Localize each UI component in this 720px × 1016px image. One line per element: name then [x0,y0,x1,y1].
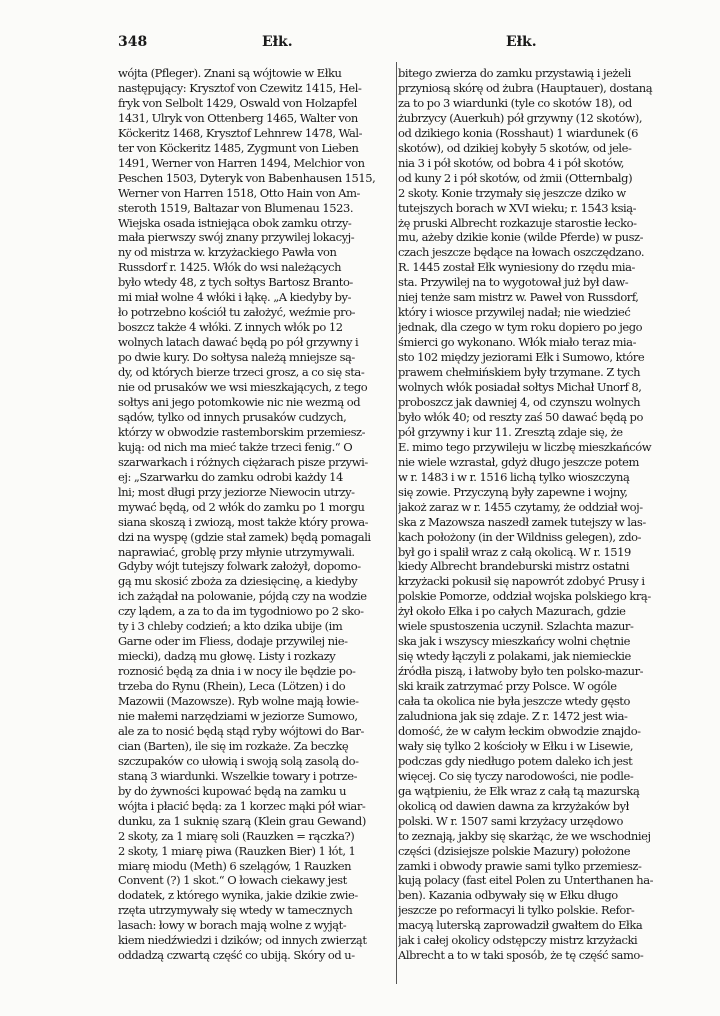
text-line: miecki), dadzą mu głowę. Listy i rozkazy [118,649,336,664]
text-line: siana skoszą i zwiozą, most także który prowa- [118,514,369,529]
text-line: ben). Kazania odbywały się w Ełku długo [398,888,618,903]
text-line: niej tenże sam mistrz w. Paweł von Russdorf, [398,290,639,305]
left-text-column [118,66,394,986]
text-line: nia 3 i pół skotów, od bobra 4 i pół skotów, [398,155,624,170]
text-line: którzy w obwodzie rastemborskim przemiesz- [118,424,366,439]
text-line: było włók 40; od reszty zaś 50 dawać będą po [398,409,643,424]
text-line: gą mu skosić zboża za dziesięcinę, a kiedyby [118,574,358,589]
running-head-right: Ełk. [506,34,537,50]
text-line: 2 skoty, 1 miarę piwa (Rauzken Bier) 1 łót, 1 [118,843,356,858]
text-line: ty i 3 chleby codzień; a kto dzika ubije (im [118,619,343,634]
text-line: jak i całej okolicy odstępczy mistrz krzyżacki [398,933,638,948]
text-line: staną 3 wiardunki. Wszelkie towary i potrze- [118,768,358,783]
text-line: jednak, dla czego w tym roku dopiero po jego [398,320,643,335]
text-line: podczas gdy niedługo potem daleko ich jest [398,753,633,768]
text-line: części (dzisiejsze polskie Mazury) położone [398,843,631,858]
text-line: ter von Köckeritz 1485, Zygmunt von Lieben [118,140,359,155]
text-line: wolnych włók posiadał sołtys Michał Unorf 8, [398,380,642,395]
text-line: od kuny 2 i pół skotów, od żmii (Otternbalg) [398,170,633,185]
text-line: sądów, tylko od innych prusaków cudzych, [118,409,347,424]
text-line: kach położony (in der Wildniss gelegen), zdo- [398,529,642,544]
text-line: Mazowii (Mazowsze). Ryb wolne mają łowie- [118,694,359,709]
text-line: czach jeszcze będące na łowach oszczędzano. [398,245,645,260]
text-line: mu, ażeby dzikie konie (wilde Pferde) w pusz- [398,230,644,245]
text-line: śmierci go wykonano. Włók miało teraz mia- [398,335,636,350]
text-line: ło potrzebno kościół tu założyć, weźmie pro- [118,305,356,320]
text-line: nie od prusaków we wsi mieszkających, z tego [118,380,368,395]
text-line: okolicą od dawien dawna za krzyżaków był [398,798,629,813]
text-line: dunku, za 1 suknię szarą (Klein grau Gewand) [118,813,366,828]
text-line: krzyżacki pokusił się napowrót zdobyć Prusy i [398,574,645,589]
text-line: szarwarkach i różnych ciężarach pisze przywi- [118,454,368,469]
text-line: zaludniona jak się zdaje. Z r. 1472 jest wia- [398,708,628,723]
column-divider [396,62,397,984]
text-line: 2 skoty. Konie trzymały się jeszcze dziko w [398,185,626,200]
text-line: ich zażądał na polowanie, pójdą czy na wodzie [118,589,367,604]
text-line: dodatek, z którego wynika, jakie dzikie zwie- [118,888,358,903]
text-line: polskie Pomorze, oddział wojska polskiego krą- [398,589,651,604]
text-line: szczupaków co ułowią i swoją solą zasolą do- [118,753,359,768]
text-line: kują: od nich ma mieć także trzeci fenig.“ O [118,439,353,454]
text-line: dy, od których bierze trzeci grosz, a co się sta- [118,365,365,380]
text-line: mi miał wolne 4 włóki i łąkę. „A kiedyby by- [118,290,352,305]
text-line: był go i spalił wraz z całą okolicą. W r. 1519 [398,544,631,559]
text-line: sołtys ani jego potomkowie nic nie wezmą od [118,394,361,409]
text-line: E. mimo tego przywileju w liczbę mieszkańców [398,439,652,454]
text-line: wójta i płacić będą: za 1 korzec mąki pół wiar- [118,798,366,813]
text-line: miarę miodu (Meth) 6 szelągów, 1 Rauzken [118,858,352,873]
text-line: cała ta okolica nie była jeszcze wtedy gęsto [398,694,630,709]
text-line: bitego zwierza do zamku przystawią i jeżeli [398,66,631,80]
text-line: boszcz także 4 włóki. Z innych włók po 12 [118,320,343,335]
text-line: wolnych latach dawać będą po pół grzywny i [118,335,359,350]
text-line: sto 102 między jeziorami Ełk i Sumowo, które [398,350,645,365]
text-line: prawem chełmińskiem były trzymane. Z tych [398,365,641,380]
text-line: to zeznają, jakby się skarżąc, że we wschodniej [398,828,651,843]
text-line: ej: „Szarwarku do zamku odrobi każdy 14 [118,469,343,484]
page-header [118,34,688,56]
text-line: Wiejska osada istniejąca obok zamku otrzy- [118,215,352,230]
text-line: nie wiele wzrastał, gdyż długo jeszcze potem [398,454,639,469]
text-line: po dwie kury. Do sołtysa należą mniejsze są- [118,350,355,365]
text-line: kiedy Albrecht brandeburski mistrz ostatni [398,559,630,574]
text-line: polski. W r. 1507 sami krzyżacy urzędowo [398,813,623,828]
text-line: żubrzycy (Auerkuh) pół grzywny (12 skotów), [398,110,643,125]
page-number: 348 [118,34,148,50]
text-line: naprawiać, groblę przy młynie utrzymywali. [118,544,355,559]
text-line: źródła piszą, i łatwoby było ten polsko-mazur- [398,664,644,679]
text-line: się wtedy łączyli z polakami, jak niemieckie [398,649,631,664]
text-line: fryk von Selbolt 1429, Oswald von Holzapfel [118,95,357,110]
text-line: się zowie. Przyczyną były zapewne i wojny, [398,484,628,499]
text-line: ale za to nosić będą stąd ryby wójtowi do Bar- [118,723,364,738]
text-line: lasach: łowy w borach mają wolne z wyjąt- [118,918,347,933]
text-line: Garne oder im Fliess, dodaje przywilej nie- [118,634,348,649]
text-line: R. 1445 został Ełk wyniesiony do rzędu mia- [398,260,635,275]
text-line: następujący: Krysztof von Czewitz 1415, Hel- [118,80,362,95]
text-line: Köckeritz 1468, Krysztof Lehnrew 1478, Wal- [118,125,363,140]
text-line: domość, że w całym łeckim obwodzie znajdo- [398,723,641,738]
text-line: jakoż zaraz w r. 1455 czytamy, że oddział woj- [398,499,643,514]
text-line: Gdyby wójt tutejszy folwark założył, dopomo- [118,559,361,574]
text-line: tutejszych borach w XVI wieku; r. 1543 ksią- [398,200,637,215]
text-line: by do żywności kupować będą na zamku u [118,783,347,798]
text-line: ska z Mazowsza naszedł zamek tutejszy w las- [398,514,646,529]
text-line: Convent (?) 1 skot.“ O łowach ciekawy jest [118,873,347,888]
text-line: mała pierwszy swój znany przywilej lokacyj- [118,230,355,245]
text-line: sta. Przywilej na to wygotował już był daw- [398,275,629,290]
text-line: 2 skoty, za 1 miarę soli (Rauzken = rączka?) [118,828,355,843]
text-line: ski kraik zatrzymać przy Polsce. W ogóle [398,679,617,694]
text-line: czy lądem, a za to da im tygodniowo po 2 sko- [118,604,364,619]
text-line: Peschen 1503, Dyteryk von Babenhausen 1515, [118,170,376,185]
text-line: rzęta utrzymywały się wtedy w tamecznych [118,903,353,918]
right-text-column [398,66,670,986]
text-line: który i wiosce przywilej nadał; nie wiedzieć [398,305,631,320]
text-line: pół grzywny i kur 11. Zresztą zdaje się, że [398,424,623,439]
text-line: roznosić będą za dnia i w nocy ile będzie po- [118,664,356,679]
text-line: ga wątpieniu, że Ełk wraz z całą tą mazurską [398,783,640,798]
text-line: kują polacy (fast eitel Polen zu Unterthanen ha- [398,873,654,888]
text-line: w r. 1483 i w r. 1516 lichą tylko wioszczyną [398,469,630,484]
text-line: żył około Ełka i po całych Mazurach, gdzie [398,604,626,619]
text-line: więcej. Co się tyczy narodowości, nie podle- [398,768,634,783]
text-line: żę pruski Albrecht rozkazuje starostie łecko- [398,215,637,230]
text-line: wały się tylko 2 kościoły w Ełku i w Lisewie, [398,738,634,753]
text-line: trzeba do Rynu (Rhein), Leca (Lötzen) i do [118,679,346,694]
running-head-left: Ełk. [262,34,293,50]
text-line: ska jak i wszyscy mieszkańcy wolni chętnie [398,634,630,649]
text-line: steroth 1519, Baltazar von Blumenau 1523. [118,200,354,215]
text-line: zamki i obwody prawie sami tylko przemiesz- [398,858,642,873]
text-line: wójta (Pfleger). Znani są wójtowie w Ełku [118,66,342,80]
text-line: proboszcz jak dawniej 4, od czynszu wolnych [398,394,641,409]
text-line: macyą luterską zaprowadził gwałtem do Ełka [398,918,643,933]
text-line: 1431, Ulryk von Ottenberg 1465, Walter von [118,110,358,125]
text-line: było wtedy 48, z tych sołtys Bartosz Branto- [118,275,353,290]
text-line: Russdorf r. 1425. Włók do wsi należących [118,260,342,275]
text-line: oddadzą czwartą część co ubiją. Skóry od u- [118,948,355,963]
text-line: od dzikiego konia (Rosshaut) 1 wiardunek (6 [398,125,638,140]
text-line: wiele spustoszenia uczynił. Szlachta mazur- [398,619,634,634]
text-line: ny od mistrza w. krzyżackiego Pawła von [118,245,337,260]
text-line: skotów), od dzikiej kobyły 5 skotów, od jele- [398,140,632,155]
text-line: jeszcze po reformacyi li tylko polskie. Refor- [398,903,635,918]
text-line: dzi na wyspę (gdzie stał zamek) będą pomagali [118,529,371,544]
text-line: 1491, Werner von Harren 1494, Melchior von [118,155,365,170]
text-line: kiem niedźwiedzi i dzików; od innych zwierząt [118,933,367,948]
text-line: cian (Barten), ile się im rozkaże. Za beczkę [118,738,349,753]
text-line: przyniosą skórę od żubra (Hauptauer), dostaną [398,80,653,95]
text-line: Werner von Harren 1518, Otto Hain von Am- [118,185,360,200]
text-line: lni; most długi przy jeziorze Niewocin utrzy- [118,484,355,499]
text-line: mywać będą, od 2 włók do zamku po 1 morgu [118,499,365,514]
text-line: za to po 3 wiardunki (tyle co skotów 18), od [398,95,632,110]
text-line: nie małemi narzędziami w jeziorze Sumowo, [118,708,358,723]
text-line: Albrecht a to w taki sposób, że tę część samo- [398,948,644,963]
